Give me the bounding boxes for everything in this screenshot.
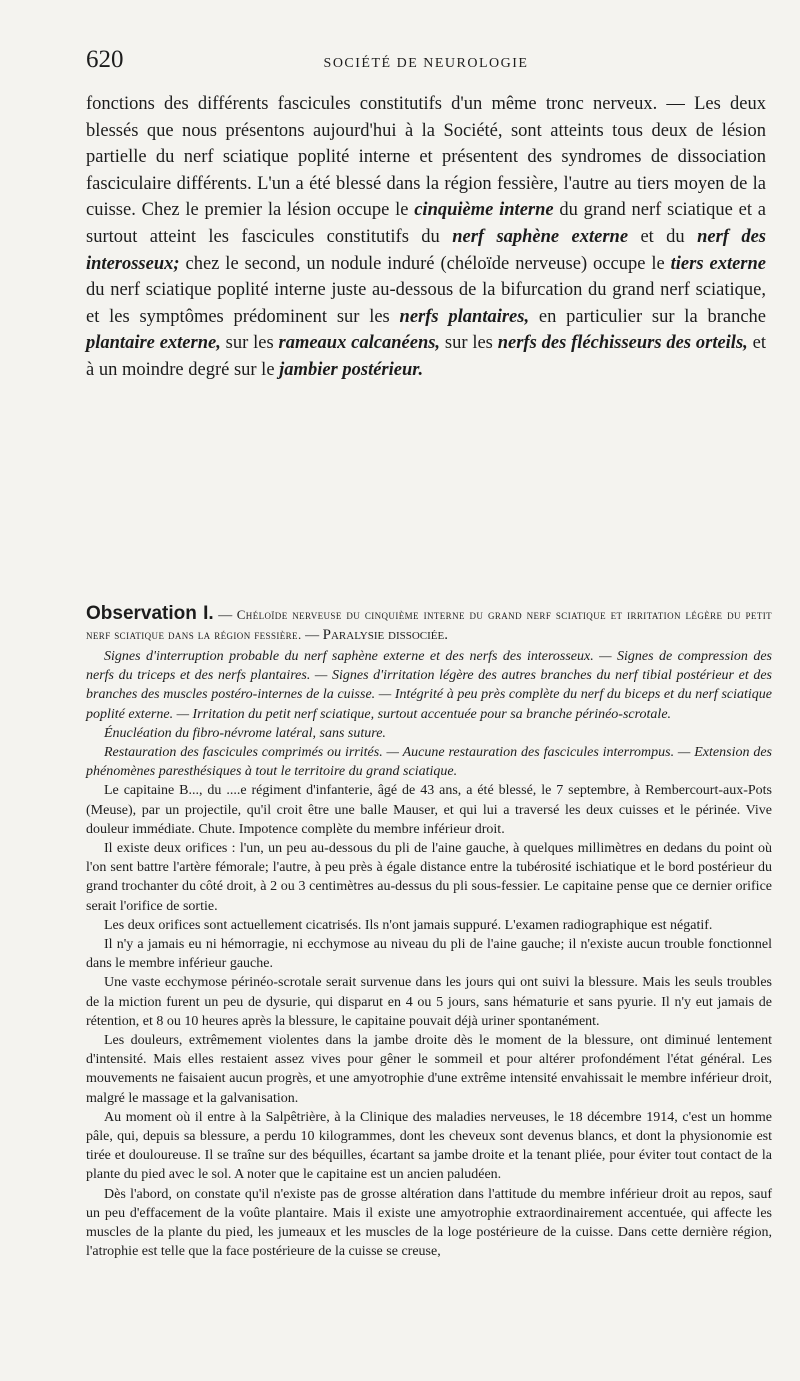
intro-emphasis: nerfs des fléchisseurs des orteils, — [497, 333, 748, 354]
intro-emphasis: plantaire externe, — [86, 333, 221, 354]
intro-span: du nerf sciatique poplité interne juste au-dessous de la bifurcation du grand nerf sciatique, et les symptômes prédominent sur les — [86, 280, 766, 327]
observation-label: Observation I. — [86, 603, 214, 624]
intro-span: du grand nerf sciatique et a surtout atteint les fascicules constitutifs du — [86, 200, 766, 247]
intro-emphasis: nerf saphène externe — [452, 226, 629, 247]
intro-span: chez le second, un nodule induré (chéloïde nerveuse) occupe le — [179, 253, 671, 274]
summary-line — [86, 743, 772, 781]
body-paragraph: Dès l'abord, on constate qu'il n'existe pas de grosse altération dans l'attitude du membre inférieur droit au repos, sauf un peu d'effacement de la voûte plantaire. Mais il existe une amyotrophie extraordinairement accentuée, qui affecte les muscles de la plante du pied, les jumeaux et les muscles de la loge postérieure de la cuisse. Dans cette dernière région, l'atrophie est telle que la face postérieure de la cuisse se creuse, — [86, 1186, 772, 1260]
observation-title — [86, 604, 772, 645]
body-paragraph: Au moment où il entre à la Salpêtrière, à la Clinique des maladies nerveuses, le 18 décembre 1914, c'est un homme pâle, qui, depuis sa blessure, a perdu 10 kilogrammes, dont les cheveux sont devenus blancs, et dont la physionomie est tirée et douloureuse. Il se traîne sur des béquilles, écartant sa jambe droite et la tenant pliée, pour éviter tout contact de la plante du pied avec le sol. A noter que le capitaine est un ancien paludéen. — [86, 1109, 772, 1183]
summary-line — [86, 647, 772, 724]
body-paragraph: Une vaste ecchymose périnéo-scrotale serait survenue dans les jours qui ont suivi la blessure. Mais les seuls troubles de la miction furent un peu de dysurie, qui disparut en 4 ou 5 jours, sans hématurie et sans pyurie. Il n'y eut jamais de rétention, et 8 ou 10 heures après la blessure, le capitaine pouvait déjà uriner spontanément. — [86, 975, 772, 1029]
intro-emphasis: jambier postérieur. — [279, 359, 424, 380]
intro-emphasis: tiers externe — [670, 253, 766, 274]
intro-span: fonctions des différents fascicules constitutifs d'un même tronc nerveux. — Les deux blessés que nous présentons aujourd'hui à la Société, sont atteints tous deux de lésion partielle du nerf sciatique poplité interne et présentent des syndromes de dissociation fasciculaire différents. L'un a été blessé dans la région fessière, l'autre au tiers moyen de la cuisse. Chez le premier la lésion occupe le — [86, 94, 766, 221]
intro-text — [86, 91, 766, 384]
body-paragraph: Le capitaine B..., du ....e régiment d'infanterie, âgé de 43 ans, a été blessé, le 7 septembre, à Rembercourt-aux-Pots (Meuse), par un projectile, qu'il croit être une balle Mauser, et qui lui a traversé les deux cuisses et le périnée. Vive douleur immédiate. Chute. Impotence complète du membre inférieur droit. — [86, 783, 772, 837]
body-paragraph: Il n'y a jamais eu ni hémorragie, ni ecchymose au niveau du pli de l'aine gauche; il n'existe aucun trouble fonctionnel dans le membre inférieur gauche. — [86, 937, 772, 972]
observation-section — [86, 604, 772, 1262]
intro-paragraph — [86, 91, 766, 384]
intro-span: en particulier sur la branche — [529, 306, 766, 327]
intro-emphasis: cinquième interne — [414, 200, 554, 221]
summary-text: Énucléation du fibro-névrome latéral, sans suture. — [104, 725, 386, 741]
intro-span: et à un moindre degré sur le — [86, 333, 766, 380]
observation-title-end: Paralysie dissociée. — [322, 627, 448, 643]
summary-line — [86, 724, 772, 743]
intro-span: et du — [628, 226, 698, 247]
intro-emphasis: nerf des interosseux; — [86, 226, 766, 274]
running-head: SOCIÉTÉ DE NEUROLOGIE — [323, 56, 529, 71]
intro-span: sur les — [220, 333, 279, 354]
intro-emphasis: rameaux calcanéens, — [278, 333, 441, 354]
body-paragraph: Les deux orifices sont actuellement cicatrisés. Ils n'ont jamais suppuré. L'examen radiographique est négatif. — [104, 917, 713, 933]
observation-body — [86, 781, 772, 1261]
summary-text: Signes d'interruption probable du nerf saphène externe et des nerfs des interosseux. — Signes de compression des nerfs du triceps et des nerfs plantaires. — Signes d'irritation légère des autres branches du nerf tibial postérieur et des branches des muscles postéro-internes de la cuisse. — Intégrité à peu près complète du nerf du biceps et du nerf sciatique poplité externe. — Irritation du petit nerf sciatique, surtout accentuée pour sa branche périnéo-scrotale. — [86, 649, 772, 722]
page-header — [86, 40, 766, 80]
page-number: 620 — [86, 46, 124, 73]
intro-emphasis: nerfs plantaires, — [399, 306, 530, 327]
title-dash: — — [213, 608, 237, 623]
observation-summary — [86, 647, 772, 781]
body-paragraph: Il existe deux orifices : l'un, un peu au-dessous du pli de l'aine gauche, à quelques millimètres en dedans du point où l'on sent battre l'artère fémorale; l'autre, à peu près à égale distance entre la tubérosité ischiatique et le bord postérieur du grand trochanter du côté droit, à 2 ou 3 centimètres au-dessus du pli sous-fessier. Le capitaine pense que ce dernier orifice serait l'orifice de sortie. — [86, 841, 772, 914]
observation-title-caps: Chéloïde nerveuse du cinquième interne du grand nerf sciatique et irritation légère du petit nerf sciatique dans la région fessière. — [86, 607, 773, 642]
body-paragraph: Les douleurs, extrêmement violentes dans la jambe droite dès le moment de la blessure, ont diminué lentement d'intensité. Mais elles restaient assez vives pour gêner le sommeil et pour altérer profondément l'état général. Les mouvements ne faisaient aucun progrès, et une amyotrophie d'une extrême intensité envahissait le membre inférieur droit, malgré le massage et la galvanisation. — [86, 1033, 772, 1106]
title-dash: — — [301, 628, 323, 643]
summary-text: Restauration des fascicules comprimés ou irrités. — Aucune restauration des fascicules interrompus. — Extension des phénomènes paresthésiques à tout le territoire du grand sciatique. — [86, 745, 772, 780]
intro-span: sur les — [440, 333, 498, 354]
